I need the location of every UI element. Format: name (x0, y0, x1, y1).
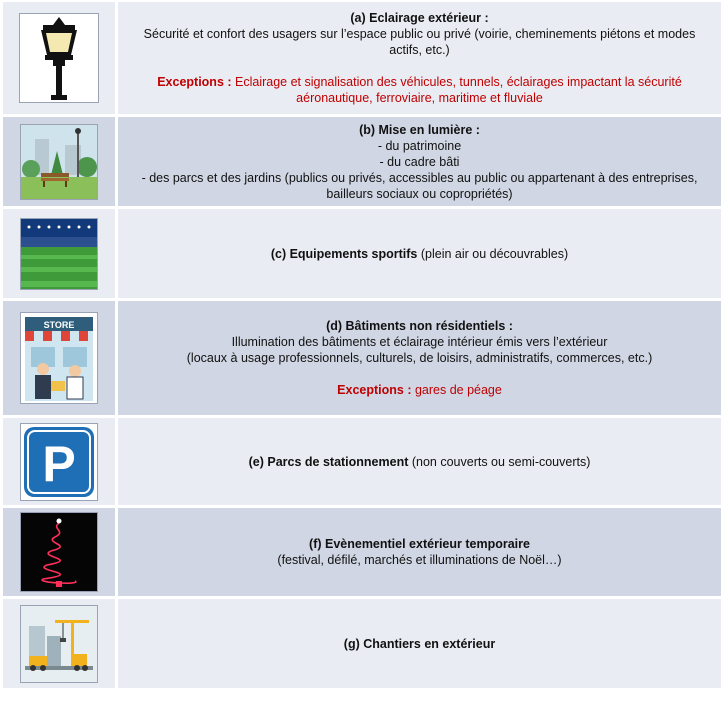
row-g-title: (g) Chantiers en extérieur (343, 636, 496, 651)
row-b-line2: - du cadre bâti (379, 154, 460, 169)
store-icon (20, 312, 98, 404)
row-a-outdoor-lighting (3, 2, 721, 117)
row-a-exception-text1: Eclairage et signalisation des véhicules, tunnels, éclairages impactant la sécurité (231, 75, 682, 89)
row-f-line1: (festival, défilé, marchés et illuminations de Noël…) (277, 553, 562, 567)
row-c-sports-facilities (3, 209, 721, 301)
row-f-temporary-events (3, 508, 721, 599)
row-g-construction-sites (3, 599, 721, 691)
row-a-exception-text2: aéronautique, ferroviaire, maritime et fluviale (296, 91, 543, 105)
stadium-icon (20, 218, 98, 290)
row-d-line2: (locaux à usage professionnels, culturels, de loisirs, administratifs, commerces, etc.) (186, 351, 653, 365)
row-a-exception-label: Exceptions : (157, 75, 232, 89)
store-sign-text: STORE (43, 320, 75, 330)
row-a-line2: actifs, etc.) (389, 43, 450, 57)
lighting-categories-table (3, 2, 721, 691)
row-d-non-residential-buildings (3, 301, 721, 418)
row-e-note: (non couverts ou semi-couverts) (408, 454, 591, 469)
parking-icon (20, 423, 98, 501)
row-b-highlighting (3, 117, 721, 209)
row-a-line1: Sécurité et confort des usagers sur l’espace public ou privé (voirie, cheminements piétons et modes (143, 27, 696, 41)
row-d-exception-label: Exceptions : (337, 383, 412, 397)
street-lamp-icon (19, 13, 99, 103)
parking-letter: P (42, 435, 76, 492)
christmas-tree-icon (20, 512, 98, 592)
construction-icon (20, 605, 98, 683)
row-b-line1: - du patrimoine (377, 138, 462, 153)
row-d-line1: Illumination des bâtiments et éclairage intérieur émis vers l’extérieur (231, 335, 608, 349)
row-d-exception-text: gares de péage (411, 383, 502, 397)
row-c-title: (c) Equipements sportifs (270, 246, 418, 261)
row-a-title: (a) Eclairage extérieur : (350, 11, 489, 25)
row-b-line4: bailleurs sociaux ou copropriétés) (326, 186, 513, 201)
row-e-title: (e) Parcs de stationnement (248, 454, 409, 469)
row-e-parking (3, 418, 721, 508)
row-b-title: (b) Mise en lumière : (359, 122, 480, 137)
row-d-title: (d) Bâtiments non résidentiels : (326, 319, 513, 333)
row-c-note: (plein air ou découvrables) (417, 246, 569, 261)
row-f-title: (f) Evènementiel extérieur temporaire (309, 537, 530, 551)
row-b-line3: - des parcs et des jardins (publics ou privés, accessibles au public ou appartenant à des entreprises, (141, 170, 698, 185)
park-icon (20, 124, 98, 200)
